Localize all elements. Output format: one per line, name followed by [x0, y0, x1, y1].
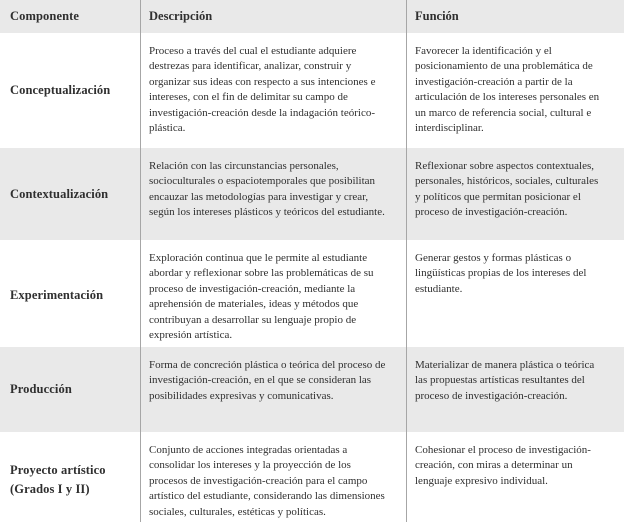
table-row-conceptualizacion — [0, 33, 624, 148]
funcion-cell: Cohesionar el proceso de investigación-creación, con miras a determinar un lenguaje expresivo individual. — [415, 444, 591, 487]
table-row-proyecto-artistico — [0, 432, 624, 518]
descripcion-cell: Proceso a través del cual el estudiante adquiere destrezas para identificar, analizar, construir y organizar sus ideas con respecto a sus intenciones e intereses, con el fin de delimitar su campo de investigación-creación desde la indagación teórico-plástica. — [140, 33, 407, 148]
column-header-funcion: Función — [415, 8, 459, 23]
funcion-cell: Reflexionar sobre aspectos contextuales, personales, históricos, sociales, culturales y políticos que permitan posicionar el proceso de investigación-creación. — [415, 160, 599, 219]
table-header-row — [0, 0, 624, 33]
table-row-experimentacion — [0, 240, 624, 347]
componente-cell: Producción — [10, 382, 72, 397]
column-header-descripcion: Descripción — [140, 0, 407, 33]
componente-cell: Experimentación — [10, 287, 104, 302]
componente-cell: Contextualización — [10, 186, 109, 201]
descripcion-cell: Relación con las circunstancias personales, socioculturales o espaciotemporales que posibilitan encauzar las metodologías para investigar y crear, según los intereses plásticos y teóricos del estudiante. — [140, 148, 407, 240]
funcion-cell: Generar gestos y formas plásticas o lingüísticas propias de los intereses del estudiante. — [415, 252, 587, 295]
funcion-cell: Favorecer la identificación y el posicionamiento de una problemática de investigación-creación a partir de la articulación de los intereses personales en un marco de referencia social, cultural e interdisciplinar. — [415, 45, 600, 135]
componente-cell: Proyecto artístico (Grados I y II) — [10, 463, 106, 496]
column-header-componente: Componente — [10, 9, 80, 24]
table-row-produccion — [0, 347, 624, 432]
descripcion-cell: Forma de concreción plástica o teórica del proceso de investigación-creación, en el que se consideran las posibilidades expresivas y comunicativas. — [140, 347, 407, 432]
descripcion-cell: Exploración continua que le permite al estudiante abordar y reflexionar sobre las problemáticas de su proceso de investigación-creación, mediante la aprehensión de materiales, ideas y métodos que contribuyan a desarrollar su lenguaje propio de expresión artística. — [140, 240, 407, 349]
descripcion-cell: Conjunto de acciones integradas orientadas a consolidar los intereses y la proyección de los procesos de investigación-creación para el campo artístico del estudiante, considerando las dimensiones sociales, culturales, estéticas y políticas. — [140, 432, 407, 522]
funcion-cell: Materializar de manera plástica o teórica las propuestas artísticas resultantes del proceso de investigación-creación. — [415, 359, 595, 402]
table-row-contextualizacion — [0, 148, 624, 240]
componente-cell: Conceptualización — [10, 83, 111, 98]
